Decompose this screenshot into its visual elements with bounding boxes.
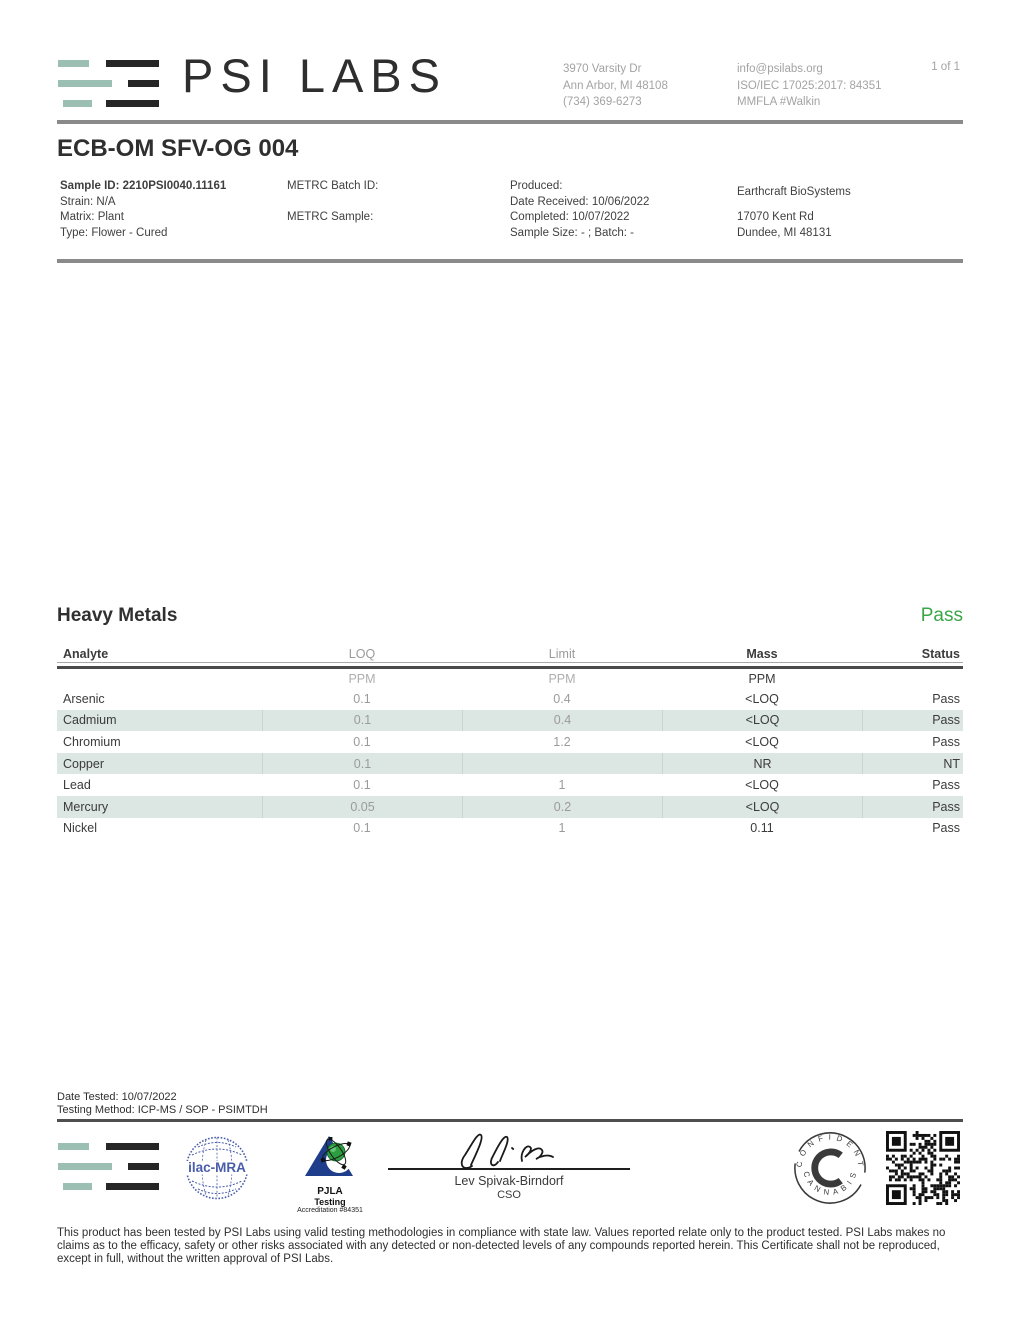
table-row-arsenic [57,688,963,710]
loq-value: 0.1 [262,710,462,732]
status-value: NT [862,753,963,775]
disclaimer-text: This product has been tested by PSI Labs using valid testing methodologies in compliance with state law. Values reported relate only to the product tested. PSI Labs makes no claims as to the efficacy, safety or other risks associated with any detected or non-detected levels of any compounds reported herein. This Certificate shall not be reproduced, except in full, without the written approval of PSI Labs. [57,1227,946,1265]
mass-value: <LOQ [745,691,779,706]
units-loq: PPM [348,672,376,686]
metrc-batch-id: METRC Batch ID: [287,180,379,192]
pjla-accreditation: Accreditation #84351 [297,1207,363,1214]
limit-value: 0.4 [553,691,571,706]
qr-code [886,1131,960,1205]
table-header-rule [57,666,963,669]
limit-value: 1 [558,778,566,793]
section-status-pass: Pass [920,605,963,626]
mass-value: <LOQ [745,734,779,749]
lab-license: MMFLA #Walkin [737,96,821,108]
psi-labs-bars-logo-footer [58,1141,159,1191]
produced: Produced: [510,180,563,192]
analyte-name: Arsenic [63,691,105,706]
heavy-metals-table [57,645,963,663]
signer-title: CSO [497,1189,521,1201]
pjla-testing-label: Testing [314,1197,346,1207]
mass-value: <LOQ [662,796,862,818]
table-row-cadmium [57,710,963,732]
sample-title: ECB-OM SFV-OG 004 [57,135,299,162]
signer-name: Lev Spivak-Birndorf [454,1174,564,1188]
analyte-name: Chromium [63,734,121,749]
table-body [57,688,963,839]
header-divider [57,120,963,124]
lab-iso: ISO/IEC 17025:2017: 84351 [737,79,882,92]
status-value: Pass [932,691,960,706]
date-tested: Date Tested: 10/07/2022 [57,1091,177,1103]
analyte-name: Copper [63,756,104,771]
status-value: Pass [932,734,960,749]
pjla-logo [289,1132,371,1214]
status-value: Pass [932,778,960,793]
lab-address-line: Ann Arbor, MI 48108 [563,79,668,92]
svg-text:ilac-MRA: ilac-MRA [188,1159,246,1175]
sample-size: Sample Size: - ; Batch: - [510,226,634,239]
loq-value: 0.1 [353,691,371,706]
mass-value: <LOQ [745,778,779,793]
col-mass: Mass [746,646,778,661]
ilac-mra-logo [184,1135,250,1206]
svg-text:C A N N A B I S: C A N N A B I S [801,1170,859,1198]
loq-value: 0.1 [353,821,371,836]
lab-phone: (734) 369-6273 [563,96,642,108]
units-mass: PPM [748,672,776,686]
client-address-2: Dundee, MI 48131 [737,226,832,239]
info-divider [57,259,963,263]
analyte-name: Lead [63,778,91,793]
client-address-1: 17070 Kent Rd [737,211,814,223]
table-row-nickel [57,818,963,840]
client-name: Earthcraft BioSystems [737,186,851,198]
limit-value: 1.2 [553,734,571,749]
lab-credentials [737,61,882,111]
pjla-triangle-atom [299,1132,361,1180]
status-value: Pass [862,710,963,732]
testing-method: Testing Method: ICP-MS / SOP - PSIMTDH [57,1104,268,1116]
analyte-name: Nickel [63,821,98,836]
table-row-mercury [57,796,963,818]
brand-wordmark: PSI LABS [182,49,447,102]
loq-value: 0.1 [353,778,371,793]
completed: Completed: 10/07/2022 [510,211,630,223]
metrc-sample: METRC Sample: [287,211,374,223]
sample-type: Type: Flower - Cured [60,226,168,239]
strain: Strain: N/A [60,195,116,208]
confident-cannabis-stamp [791,1129,869,1212]
mass-value: <LOQ [662,710,862,732]
footer-divider [57,1119,963,1122]
table-row-lead [57,774,963,796]
lab-email: info@psilabs.org [737,63,823,75]
sample-id: Sample ID: 2210PSI0040.11161 [60,180,227,192]
lab-address [563,61,668,111]
svg-text:C O N F I D E N T: C O N F I D E N T [794,1132,866,1168]
col-loq: LOQ [348,646,376,661]
mass-value: NR [662,753,862,775]
lab-address-line: 3970 Varsity Dr [563,63,642,75]
col-limit: Limit [548,646,576,661]
loq-value: 0.05 [262,796,462,818]
signature-block [388,1130,630,1201]
pjla-label: PJLA [317,1186,343,1197]
limit-value: 1 [558,821,566,836]
units-limit: PPM [548,672,576,686]
status-value: Pass [862,796,963,818]
page-number: 1 of 1 [931,61,960,73]
limit-value [462,753,662,775]
status-value: Pass [932,821,960,836]
analyte-name: Mercury [63,799,109,814]
table-header-row [57,645,963,663]
signature-icon [450,1126,570,1170]
analyte-name: Cadmium [63,713,117,728]
table-row-copper [57,753,963,775]
psi-labs-bars-logo [58,58,159,108]
limit-value: 0.2 [462,796,662,818]
section-header [57,605,963,627]
units-row [57,670,963,688]
test-meta [57,1091,268,1117]
col-analyte: Analyte [63,646,109,661]
table-row-chromium [57,731,963,753]
date-received: Date Received: 10/06/2022 [510,195,650,208]
section-title: Heavy Metals [57,605,178,626]
mass-value: 0.11 [750,821,774,836]
limit-value: 0.4 [462,710,662,732]
col-status: Status [921,646,960,661]
loq-value: 0.1 [353,734,371,749]
loq-value: 0.1 [262,753,462,775]
matrix: Matrix: Plant [60,211,124,223]
